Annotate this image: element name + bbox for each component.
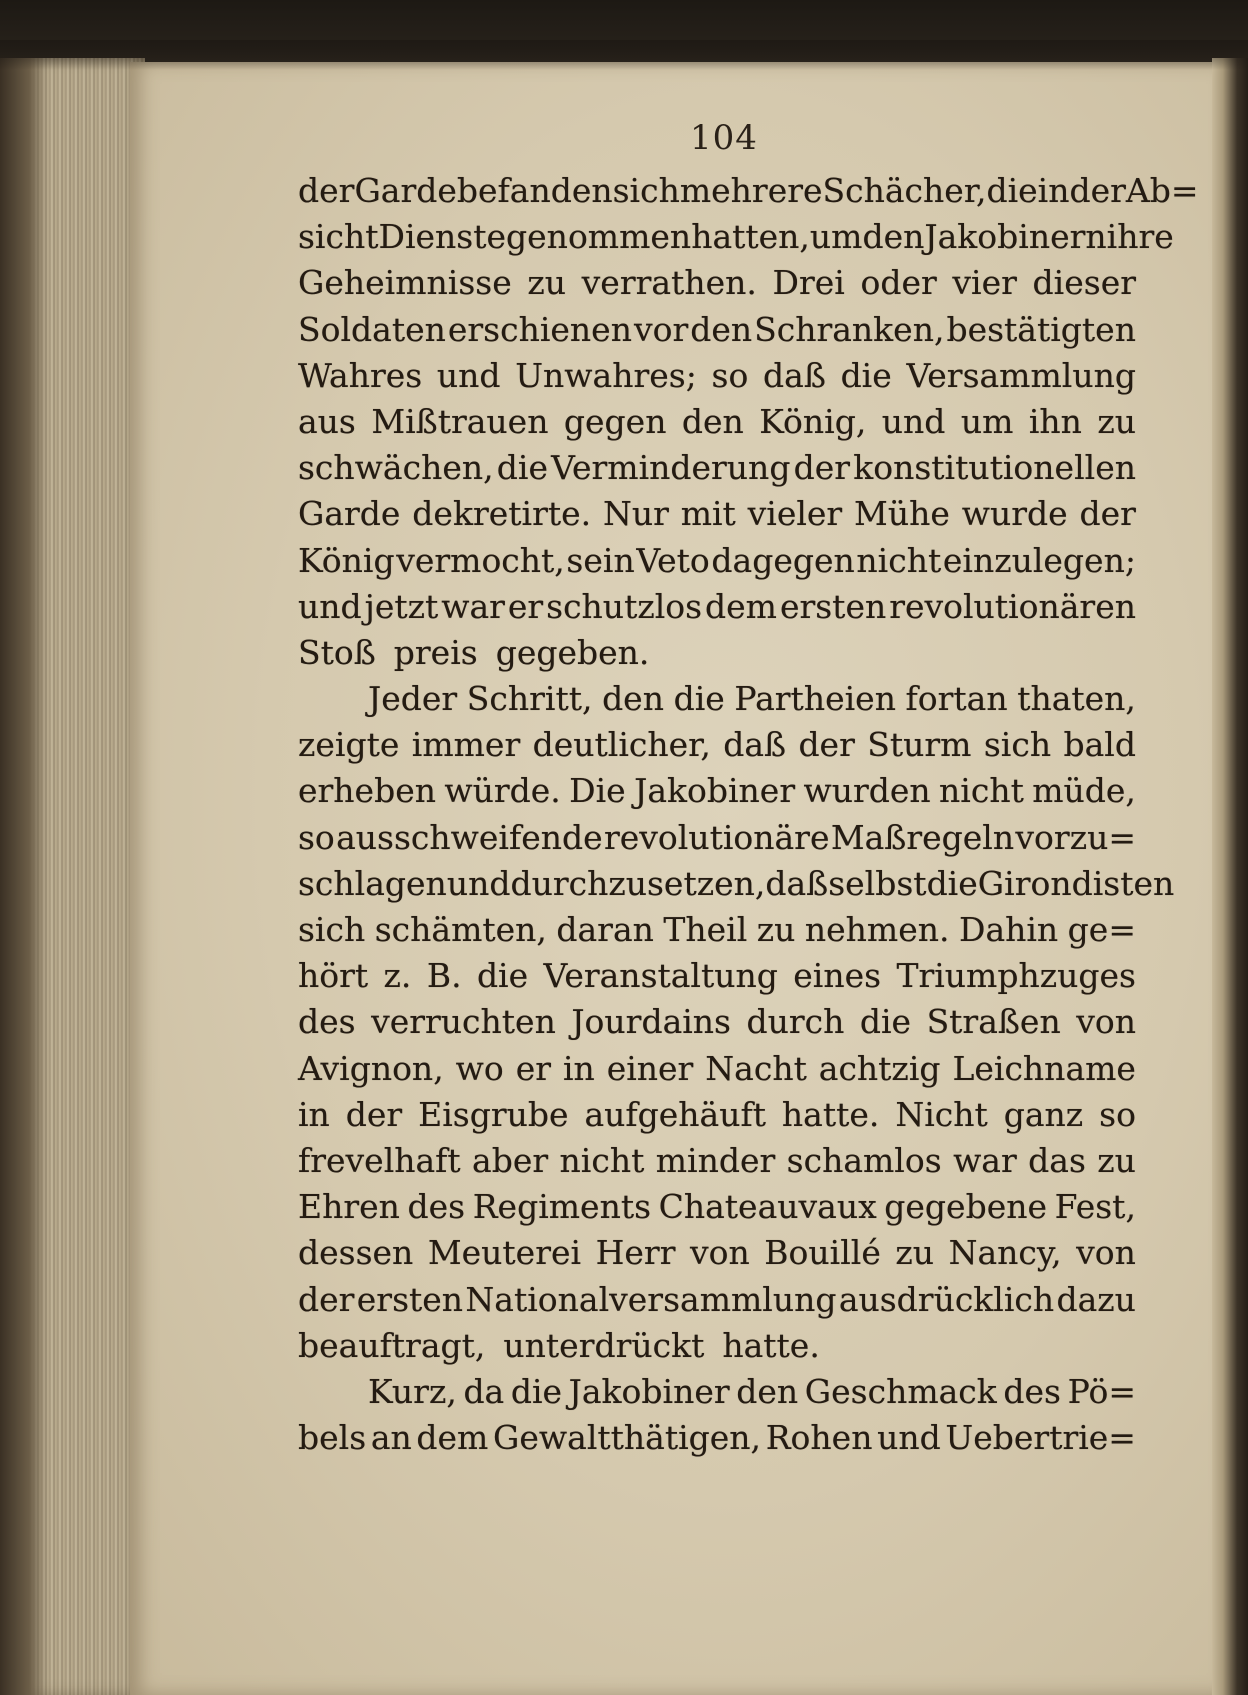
text-line xyxy=(298,1415,1136,1461)
word: unterdrückt xyxy=(503,1325,705,1365)
word: zeigte xyxy=(298,725,400,765)
word: aber xyxy=(472,1140,549,1180)
word: um xyxy=(809,217,863,257)
word: Stoß xyxy=(298,632,376,672)
word: nicht xyxy=(856,540,942,580)
word: der xyxy=(345,1094,403,1134)
word: konstitutionellen xyxy=(853,448,1136,488)
word: Mühe xyxy=(854,494,950,534)
page-number: 104 xyxy=(690,118,758,158)
word: Jakobiner xyxy=(568,1371,730,1411)
word: zu xyxy=(1097,401,1136,441)
word: Nacht xyxy=(705,1048,807,1088)
word: in xyxy=(298,1094,330,1134)
word: ausdrücklich xyxy=(838,1279,1055,1319)
word: er xyxy=(507,586,544,626)
word: Pö= xyxy=(1067,1371,1136,1411)
word: des xyxy=(407,1187,466,1227)
word: Nationalversammlung xyxy=(465,1279,837,1319)
word: verruchten xyxy=(371,1002,556,1042)
word: verrathen. xyxy=(581,263,757,303)
text-line xyxy=(298,1277,1136,1323)
word: den xyxy=(736,1371,799,1411)
word: sich xyxy=(612,171,680,210)
word: so xyxy=(298,817,335,857)
word: die xyxy=(673,679,725,719)
word: genommen xyxy=(506,217,692,257)
word: aus xyxy=(298,401,356,441)
word: minder xyxy=(655,1140,776,1180)
word: König, xyxy=(759,401,867,441)
text-line xyxy=(298,676,1136,722)
word: gegeben. xyxy=(495,632,650,672)
word: vermocht, xyxy=(396,540,565,580)
word: Bouillé xyxy=(764,1233,881,1273)
word: achtzig xyxy=(818,1048,941,1088)
text-line xyxy=(298,1092,1136,1138)
word: nehmen. xyxy=(804,910,950,949)
word: Garde xyxy=(298,494,401,534)
word: Uebertrie= xyxy=(945,1418,1136,1458)
word: immer xyxy=(411,725,521,765)
word: dem xyxy=(705,586,777,626)
word: schutzlos xyxy=(546,586,703,626)
word: Jakobiner xyxy=(634,771,796,811)
word: Nicht xyxy=(895,1094,988,1134)
text-line xyxy=(298,399,1136,445)
word: das xyxy=(1028,1140,1086,1180)
word: vorzu= xyxy=(1015,817,1136,857)
right-page-edge xyxy=(1212,58,1248,1695)
word: des xyxy=(298,1002,356,1042)
word: dagegen xyxy=(711,540,855,580)
word: oder xyxy=(860,263,937,303)
word: Dahin xyxy=(958,910,1059,949)
word: deutlicher, xyxy=(532,725,711,765)
word: Girondisten xyxy=(977,863,1175,903)
word: wurde xyxy=(961,494,1068,534)
word: Meuterei xyxy=(427,1233,582,1273)
text-line xyxy=(298,953,1136,999)
word: ersten xyxy=(779,586,887,626)
word: von xyxy=(1076,1002,1136,1042)
text-line xyxy=(298,214,1174,260)
word: erschienen xyxy=(447,309,632,349)
word: des xyxy=(1003,1371,1061,1411)
word: dieser xyxy=(1032,263,1136,303)
word: bestätigten xyxy=(946,309,1136,349)
word: durchzusetzen, xyxy=(510,863,766,903)
word: Verminderung xyxy=(551,448,791,488)
word: bald xyxy=(1063,725,1136,765)
word: Nancy, xyxy=(948,1233,1062,1273)
word: vor xyxy=(633,309,689,349)
word: die xyxy=(926,863,978,903)
word: eines xyxy=(793,956,882,996)
word: und xyxy=(881,401,946,441)
text-line xyxy=(298,307,1136,353)
word: schwächen, xyxy=(298,448,494,488)
word: von xyxy=(1076,1233,1136,1273)
word: er xyxy=(515,1048,551,1088)
word: Theil xyxy=(663,910,748,949)
word: und xyxy=(298,586,362,626)
word: sich xyxy=(298,910,366,949)
text-line xyxy=(298,584,1136,630)
word: von xyxy=(690,1233,750,1273)
word: und xyxy=(877,1418,941,1458)
word: der xyxy=(1079,494,1136,534)
word: gegen xyxy=(563,401,667,441)
word: sich xyxy=(983,725,1052,765)
word: in xyxy=(1037,171,1070,210)
word: Jourdains xyxy=(571,1002,731,1042)
word: war xyxy=(953,1140,1017,1180)
word: zu xyxy=(895,1233,935,1273)
word: war xyxy=(441,586,505,626)
text-line xyxy=(298,768,1136,814)
word: Kurz, xyxy=(368,1371,457,1411)
word: frevelhaft xyxy=(298,1140,461,1180)
word: mit xyxy=(680,494,736,534)
word: Leichname xyxy=(952,1048,1136,1088)
word: Veranstaltung xyxy=(543,956,778,996)
word: Drei xyxy=(772,263,845,303)
word: sein xyxy=(566,540,635,580)
word: die xyxy=(476,956,529,996)
word: vieler xyxy=(747,494,843,534)
word: Herr xyxy=(595,1233,676,1273)
word: der xyxy=(793,448,851,488)
word: einer xyxy=(606,1048,694,1088)
word: Partheien xyxy=(734,679,896,719)
word: z. xyxy=(383,956,412,996)
word: Veto xyxy=(636,540,710,580)
word: B. xyxy=(426,956,462,996)
word: Versammlung xyxy=(906,355,1136,395)
word: schämten, xyxy=(374,910,547,949)
word: Gewaltthätigen, xyxy=(493,1418,762,1458)
text-line xyxy=(298,491,1136,537)
word: der xyxy=(298,1279,355,1319)
word: den xyxy=(602,679,664,719)
text-line xyxy=(298,168,1199,214)
word: Avignon, xyxy=(298,1048,444,1088)
word: erheben xyxy=(298,771,436,811)
word: Maßregeln xyxy=(830,817,1015,857)
word: Geschmack xyxy=(804,1371,997,1411)
text-line xyxy=(298,861,1175,907)
word: die xyxy=(986,171,1038,210)
word: dekretirte. xyxy=(412,494,592,534)
word: daran xyxy=(556,910,654,949)
word: Regiments xyxy=(472,1187,652,1227)
word: Sturm xyxy=(867,725,972,765)
word: hatten, xyxy=(691,217,810,257)
word: Schritt, xyxy=(466,679,593,719)
text-line xyxy=(298,260,1136,306)
word: Geheimnisse xyxy=(298,263,512,303)
word: daß xyxy=(765,863,829,903)
word: die xyxy=(496,448,548,488)
word: Dienste xyxy=(378,217,507,257)
binding-shadow xyxy=(0,58,48,1695)
word: in xyxy=(562,1048,595,1088)
text-line xyxy=(298,722,1136,768)
word: ausschweifende xyxy=(336,817,603,857)
word: aufgehäuft xyxy=(584,1094,766,1134)
word: Rohen xyxy=(765,1418,873,1458)
text-line xyxy=(298,353,1136,399)
text-line xyxy=(298,630,1136,676)
word: revolutionären xyxy=(889,586,1136,626)
text-line xyxy=(298,1230,1136,1276)
text-line xyxy=(298,999,1136,1045)
word: die xyxy=(859,1002,912,1042)
word: wo xyxy=(455,1048,504,1088)
word: dessen xyxy=(298,1233,414,1273)
word: Eisgrube xyxy=(418,1094,569,1134)
word: nicht xyxy=(939,771,1024,811)
word: Schächer, xyxy=(822,171,987,210)
word: die xyxy=(510,1371,563,1411)
word: revolutionäre xyxy=(603,817,830,857)
word: zu xyxy=(1097,1140,1136,1180)
word: ihre xyxy=(1106,217,1174,257)
word: Straßen xyxy=(926,1002,1061,1042)
word: schamlos xyxy=(786,1140,942,1180)
word: bels xyxy=(298,1418,367,1458)
word: thaten, xyxy=(1017,679,1136,719)
text-line xyxy=(298,1369,1136,1415)
text-line xyxy=(298,907,1136,953)
text-line xyxy=(298,815,1136,861)
text-line xyxy=(298,1323,1136,1369)
word: der xyxy=(298,171,355,210)
word: Triumphzuges xyxy=(896,956,1136,996)
word: ganz xyxy=(1003,1094,1084,1134)
word: Wahres xyxy=(298,355,423,395)
word: Schranken, xyxy=(754,309,945,349)
word: ersten xyxy=(356,1279,464,1319)
word: sicht xyxy=(298,217,379,257)
word: würde. xyxy=(444,771,561,811)
word: hatte. xyxy=(722,1325,820,1365)
word: Fest, xyxy=(1054,1187,1136,1227)
word: daß xyxy=(763,355,826,395)
word: da xyxy=(463,1371,505,1411)
word: befanden xyxy=(456,171,613,210)
word: wurden xyxy=(803,771,931,811)
word: um xyxy=(960,401,1014,441)
word: an xyxy=(370,1418,412,1458)
body-text xyxy=(298,168,1199,1461)
top-shadow xyxy=(0,40,1248,70)
word: zu xyxy=(756,910,796,949)
word: durch xyxy=(746,1002,845,1042)
word: gegebene xyxy=(884,1187,1048,1227)
word: der xyxy=(798,725,855,765)
word: Chateauvaux xyxy=(658,1187,877,1227)
word: nicht xyxy=(559,1140,645,1180)
word: die xyxy=(840,355,892,395)
word: Die xyxy=(569,771,626,811)
text-line xyxy=(298,1184,1136,1230)
word: Jakobinern xyxy=(924,217,1107,257)
word: den xyxy=(690,309,753,349)
word: mehrere xyxy=(679,171,823,210)
word: ihn xyxy=(1028,401,1082,441)
text-line xyxy=(298,538,1136,584)
word: den xyxy=(681,401,744,441)
word: schlagen xyxy=(298,863,447,903)
word: so xyxy=(1099,1094,1136,1134)
word: der xyxy=(1069,171,1126,210)
word: und xyxy=(446,863,511,903)
word: König xyxy=(298,540,395,580)
word: zu xyxy=(527,263,567,303)
word: preis xyxy=(393,632,478,672)
word: vier xyxy=(952,263,1017,303)
word: Nur xyxy=(602,494,669,534)
word: Jeder xyxy=(368,679,458,719)
word: und xyxy=(436,355,501,395)
word: hört xyxy=(298,956,369,996)
word: Mißtrauen xyxy=(371,401,549,441)
word: müde, xyxy=(1032,771,1136,811)
word: dazu xyxy=(1056,1279,1136,1319)
word: Soldaten xyxy=(298,309,446,349)
word: einzulegen; xyxy=(942,540,1136,580)
word: ge= xyxy=(1067,910,1136,949)
word: selbst xyxy=(828,863,927,903)
word: Ehren xyxy=(298,1187,400,1227)
word: beauftragt, xyxy=(298,1325,486,1365)
text-line xyxy=(298,1138,1136,1184)
text-line xyxy=(298,1046,1136,1092)
text-line xyxy=(298,445,1136,491)
word: Ab= xyxy=(1125,171,1199,210)
word: den xyxy=(862,217,925,257)
word: fortan xyxy=(905,679,1008,719)
word: Unwahres; xyxy=(515,355,697,395)
word: hatte. xyxy=(781,1094,880,1134)
word: jetzt xyxy=(364,586,439,626)
word: dem xyxy=(416,1418,489,1458)
word: so xyxy=(711,355,749,395)
word: Garde xyxy=(354,171,457,210)
word: daß xyxy=(723,725,787,765)
